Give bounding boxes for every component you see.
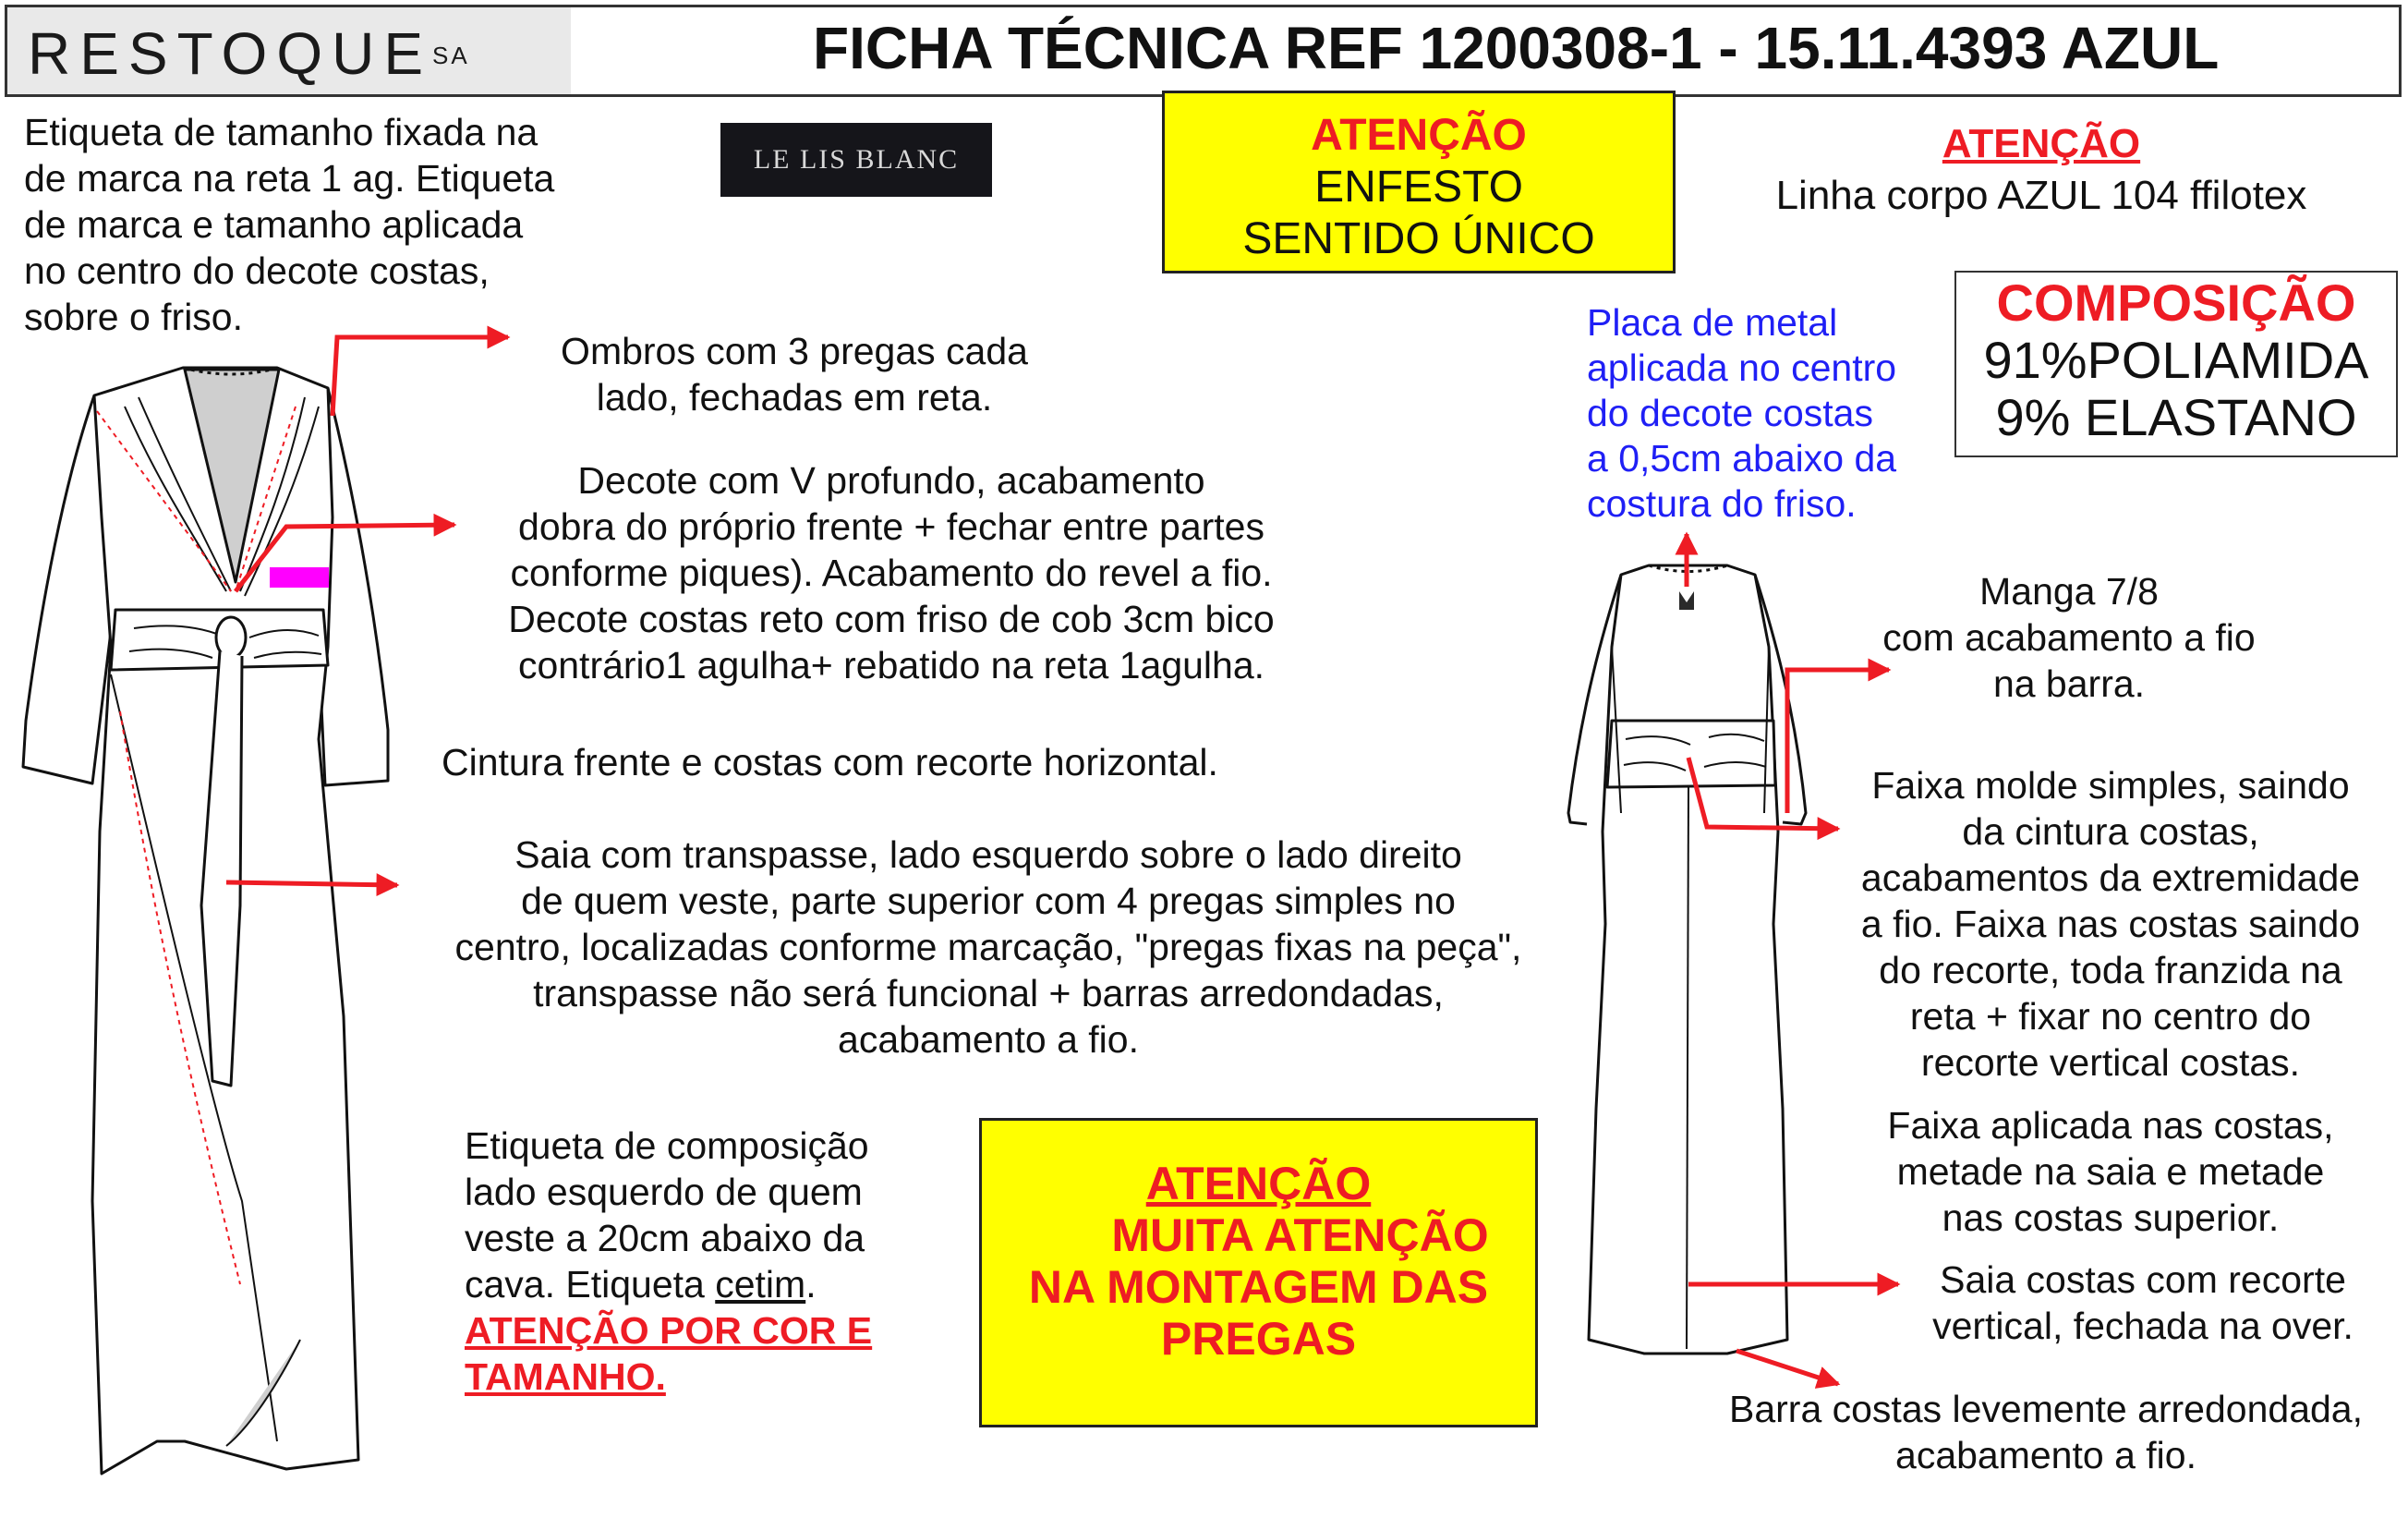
note-line: Barra costas levemente arredondada, [1728,1388,2363,1430]
note-line: Etiqueta de tamanho fixada na [24,111,538,153]
note-line: da cintura costas, [1962,810,2259,853]
note-line: centro, localizadas conforme marcação, "pregas fixas na peça", [454,926,1522,968]
note-line: acabamento a fio. [838,1018,1139,1061]
note-line: Ombros com 3 pregas cada [561,330,1028,372]
attention-enfesto-title: ATENÇÃO [1311,111,1527,160]
note-line: Saia com transpasse, lado esquerdo sobre o lado direito [514,833,1462,876]
note-line: Saia costas com recorte [1940,1258,2346,1301]
note-line: costura do friso. [1587,482,1857,525]
brand-label-image: LE LIS BLANC [720,123,992,197]
note-line: acabamentos da extremidade [1860,856,2361,899]
note-line: aplicada no centro [1587,346,1897,389]
attention-pregas-line: MUITA ATENÇÃO [1111,1209,1489,1261]
note-line: nas costas superior. [1942,1196,2280,1239]
note-line: do recorte, toda franzida na [1879,949,2342,991]
attention-cor-line: ATENÇÃO POR COR E [465,1309,873,1352]
note-line: com acabamento a fio [1882,616,2256,659]
note-line: de marca na reta 1 ag. Etiqueta [24,157,555,200]
cava-text: cava. Etiqueta [465,1263,716,1305]
note-line: Faixa aplicada nas costas, [1887,1104,2334,1147]
note-line: a fio. Faixa nas costas saindo [1860,903,2361,945]
composition-line: 91%POLIAMIDA [1983,331,2369,389]
note-line: de quem veste, parte superior com 4 pregas simples no [521,880,1456,922]
attention-linha-text: Linha corpo AZUL 104 ffilotex [1775,173,2307,218]
note-line: Manga 7/8 [1979,570,2159,613]
attention-linha-title: ATENÇÃO [1942,121,2141,166]
note-line: transpasse não será funcional + barras arredondadas, [533,972,1444,1014]
front-dress-drawing [23,368,388,1474]
note-line: sobre o friso. [24,296,243,338]
cetim-text: cetim [715,1263,806,1305]
note-line: metade na saia e metade [1896,1150,2325,1193]
arrow-ombros [333,337,508,416]
page-title: FICHA TÉCNICA REF 1200308-1 - 15.11.4393 AZUL [813,15,2220,81]
logo-text: RESTOQUE [28,20,432,87]
arrow-barra-costas [1736,1351,1838,1384]
note-cintura: Cintura frente e costas com recorte horizontal. [442,741,1218,783]
composition-line: 9% ELASTANO [1995,388,2357,446]
attention-cor-line: TAMANHO. [465,1355,666,1398]
cava-end: . [805,1263,817,1305]
note-line: recorte vertical costas. [1920,1041,2301,1084]
note-line: reta + fixar no centro do [1909,995,2312,1038]
note-line: no centro do decote costas, [24,249,490,292]
note-line: Etiqueta de composição [465,1124,869,1167]
note-line: vertical, fechada na over. [1932,1305,2354,1347]
arrow-saia [226,882,397,885]
note-line: veste a 20cm abaixo da [465,1217,865,1259]
note-line: contrário1 agulha+ rebatido na reta 1agulha. [517,644,1265,686]
note-line: lado esquerdo de quem [465,1171,863,1213]
note-line: Faixa molde simples, saindo [1871,764,2350,807]
note-line: Decote com V profundo, acabamento [577,459,1205,502]
prega-marker [270,567,329,588]
note-line: dobra do próprio frente + fechar entre partes [518,505,1265,548]
note-line: do decote costas [1587,392,1873,434]
composition-title: COMPOSIÇÃO [1996,273,2356,332]
note-line: conforme piques). Acabamento do revel a fio. [510,552,1273,594]
attention-pregas-line: PREGAS [1160,1313,1357,1365]
attention-enfesto-line: ENFESTO [1314,163,1523,212]
note-line: na barra. [1992,662,2146,705]
attention-pregas-title: ATENÇÃO [1145,1158,1372,1209]
note-line: a 0,5cm abaixo da [1587,437,1897,480]
note-line: Decote costas reto com friso de cob 3cm bico [508,598,1275,640]
attention-pregas-line: NA MONTAGEM DAS [1028,1261,1489,1313]
note-line: Placa de metal [1587,301,1838,344]
note-line: acabamento a fio. [1895,1434,2196,1476]
note-line: lado, fechadas em reta. [596,376,993,419]
attention-enfesto-line: SENTIDO ÚNICO [1242,214,1595,263]
back-dress-drawing [1568,565,1806,1354]
logo-suffix: SA [432,42,470,69]
note-line: de marca e tamanho aplicada [24,203,524,246]
